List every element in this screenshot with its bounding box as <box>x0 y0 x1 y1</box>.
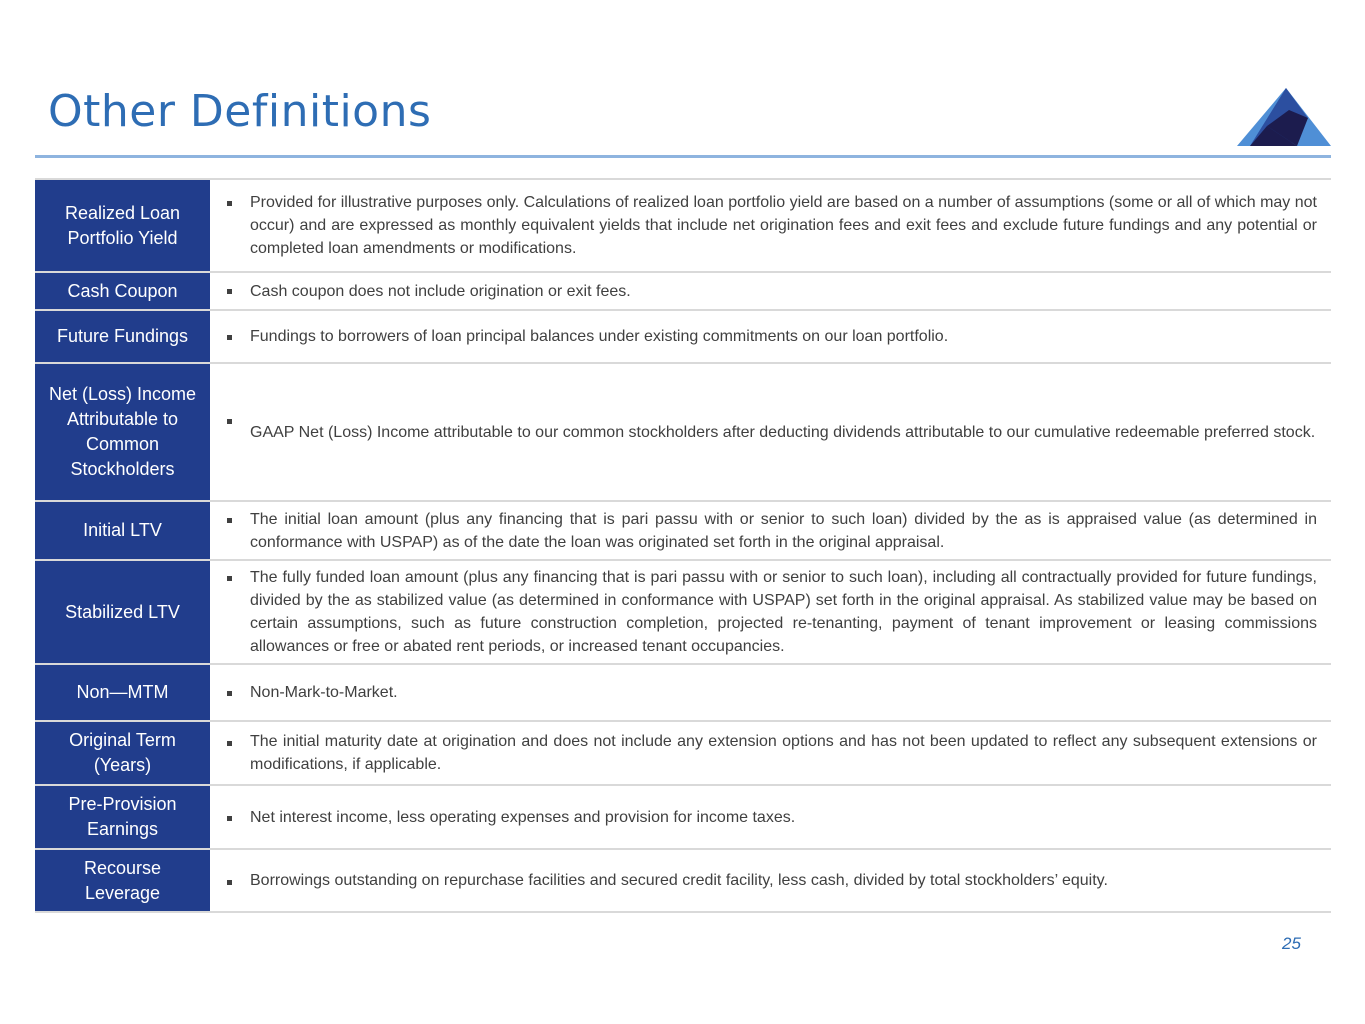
table-row <box>35 721 1331 785</box>
table-row <box>35 363 1331 501</box>
mountain-logo-icon <box>1237 88 1331 148</box>
square-bullet-icon <box>227 880 232 885</box>
definition-text: The fully funded loan amount (plus any financing that is pari passu with or senior to such loan), including all contractually provided for future fundings, divided by the as stabilized value (as determined in conformance with USPAP) set forth in the original appraisal. As stabilized value may be based on certain assumptions, such as future construction completion, projected re-tenanting, payment of tenant improvement or leasing commissions allowances or free or abated rent periods, or increased tenant occupancies. <box>210 560 1331 664</box>
definition-text: Non-Mark-to-Market. <box>210 664 1331 721</box>
table-row <box>35 501 1331 560</box>
table-row <box>35 560 1331 664</box>
square-bullet-icon <box>227 816 232 821</box>
definition-term: Initial LTV <box>35 501 210 560</box>
definition-text: Net interest income, less operating expenses and provision for income taxes. <box>210 785 1331 849</box>
page-number: 25 <box>1282 934 1301 953</box>
definition-text: Provided for illustrative purposes only. Calculations of realized loan portfolio yield are based on a number of assumptions (some or all of which may not occur) and are expressed as monthly equivalent yields that include net origination fees and exit fees and exclude future fundings and any potential or completed loan amendments or modifications. <box>210 179 1331 272</box>
definition-text: Fundings to borrowers of loan principal balances under existing commitments on our loan portfolio. <box>210 310 1331 363</box>
title-divider <box>35 155 1331 158</box>
square-bullet-icon <box>227 576 232 581</box>
definition-term: Realized Loan Portfolio Yield <box>35 179 210 272</box>
square-bullet-icon <box>227 741 232 746</box>
square-bullet-icon <box>227 518 232 523</box>
table-row <box>35 849 1331 912</box>
square-bullet-icon <box>227 335 232 340</box>
table-row <box>35 272 1331 310</box>
definition-term: Non—MTM <box>35 664 210 721</box>
definition-text: Cash coupon does not include origination or exit fees. <box>210 272 1331 310</box>
page-title: Other Definitions <box>48 86 432 137</box>
square-bullet-icon <box>227 691 232 696</box>
definition-text: The initial loan amount (plus any financing that is pari passu with or senior to such loan) divided by the as is appraised value (as determined in conformance with USPAP) as of the date the loan was originated set forth in the original appraisal. <box>210 501 1331 560</box>
square-bullet-icon <box>227 201 232 206</box>
definition-text: GAAP Net (Loss) Income attributable to our common stockholders after deducting dividends attributable to our cumulative redeemable preferred stock. <box>210 363 1331 501</box>
definition-text: The initial maturity date at origination and does not include any extension options and has not been updated to reflect any subsequent extensions or modifications, if applicable. <box>210 721 1331 785</box>
definition-term: Future Fundings <box>35 310 210 363</box>
square-bullet-icon <box>227 419 232 424</box>
definition-term: Recourse Leverage <box>35 849 210 912</box>
definition-term: Original Term (Years) <box>35 721 210 785</box>
definition-term: Pre-Provision Earnings <box>35 785 210 849</box>
table-row <box>35 664 1331 721</box>
definition-term: Cash Coupon <box>35 272 210 310</box>
definition-term: Stabilized LTV <box>35 560 210 664</box>
table-row <box>35 179 1331 272</box>
table-row <box>35 785 1331 849</box>
definitions-table <box>35 178 1331 913</box>
definition-text: Borrowings outstanding on repurchase facilities and secured credit facility, less cash, divided by total stockholders’ equity. <box>210 849 1331 912</box>
definition-term: Net (Loss) Income Attributable to Common Stockholders <box>35 363 210 501</box>
table-row <box>35 310 1331 363</box>
square-bullet-icon <box>227 289 232 294</box>
